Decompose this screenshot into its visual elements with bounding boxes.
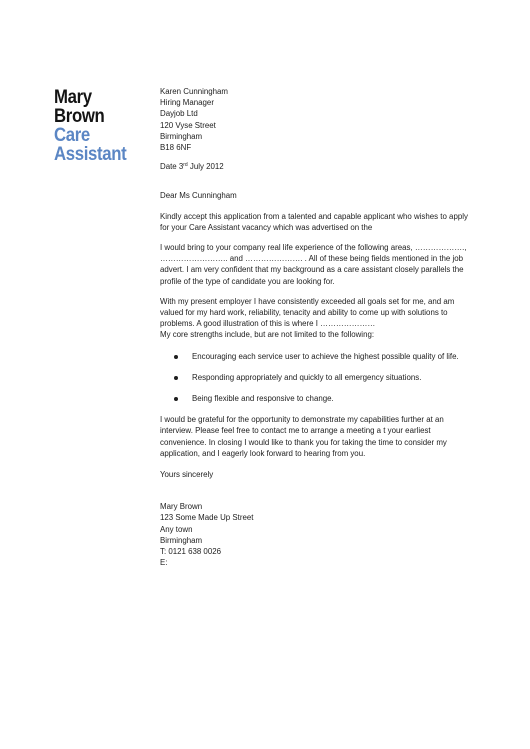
bullet-icon	[174, 355, 178, 359]
recipient-address	[160, 86, 468, 153]
recipient-name: Karen Cunningham	[160, 87, 228, 96]
sender-street: 123 Some Made Up Street	[160, 513, 254, 523]
paragraph-employer: With my present employer I have consistently exceeded all goals set for me, and am valued for my hard work, reliability, tenacity and ability to come up with solutions to problems. A good illustration of this is where I …………………	[160, 296, 455, 329]
sender-email: E:	[160, 558, 168, 568]
list-item: Responding appropriately and quickly to all emergency situations.	[160, 372, 468, 383]
bullet-icon	[174, 397, 178, 401]
sender-phone: T: 0121 638 0026	[160, 547, 221, 557]
brand-role-line2: Assistant	[54, 143, 127, 165]
letter-date: Date 3rd July 2012	[160, 162, 224, 172]
paragraph-experience: I would bring to your company real life experience of the following areas, ………………., …………………….. and …………………. . All of these being fields mentioned in the job advert. I am very confident that my background as a care assistant closely parallels the profile of the type of candidate you are looking for.	[160, 243, 467, 286]
recipient-postcode: B18 6NF	[160, 143, 192, 153]
brand-first-name: Mary	[54, 86, 92, 108]
salutation: Dear Ms Cunningham	[160, 191, 237, 201]
complimentary-close: Yours sincerely	[160, 470, 214, 480]
recipient-company: Dayjob Ltd	[160, 109, 198, 119]
list-item: Encouraging each service user to achieve the highest possible quality of life.	[160, 351, 468, 362]
sender-city: Birmingham	[160, 535, 203, 545]
sender-name: Mary Brown	[160, 502, 203, 512]
sender-address	[160, 501, 468, 568]
list-item: Being flexible and responsive to change.	[160, 393, 468, 404]
recipient-street: 120 Vyse Street	[160, 120, 216, 130]
recipient-title: Hiring Manager	[160, 98, 214, 108]
brand-role-line1: Care	[54, 124, 90, 146]
paragraph-closing: I would be grateful for the opportunity to demonstrate my capabilities further at an interview. Please feel free to contact me to arrange a meeting a t your earliest convenience. In closing I would like to thank you for taking the time to consider my application, and I eagerly look forward to hearing from you.	[160, 415, 447, 458]
bullet-icon	[174, 376, 178, 380]
recipient-city: Birmingham	[160, 131, 203, 141]
paragraph-strengths-intro: My core strengths include, but are not limited to the following:	[160, 330, 375, 340]
strengths-list	[160, 351, 468, 405]
sender-town: Any town	[160, 524, 193, 534]
letter-body	[160, 86, 468, 569]
paragraph-intro: Kindly accept this application from a talented and capable applicant who wishes to apply for your Care Assistant vacancy which was advertised on the	[160, 211, 468, 232]
brand-last-name: Brown	[54, 105, 105, 127]
name-logo	[54, 88, 126, 164]
